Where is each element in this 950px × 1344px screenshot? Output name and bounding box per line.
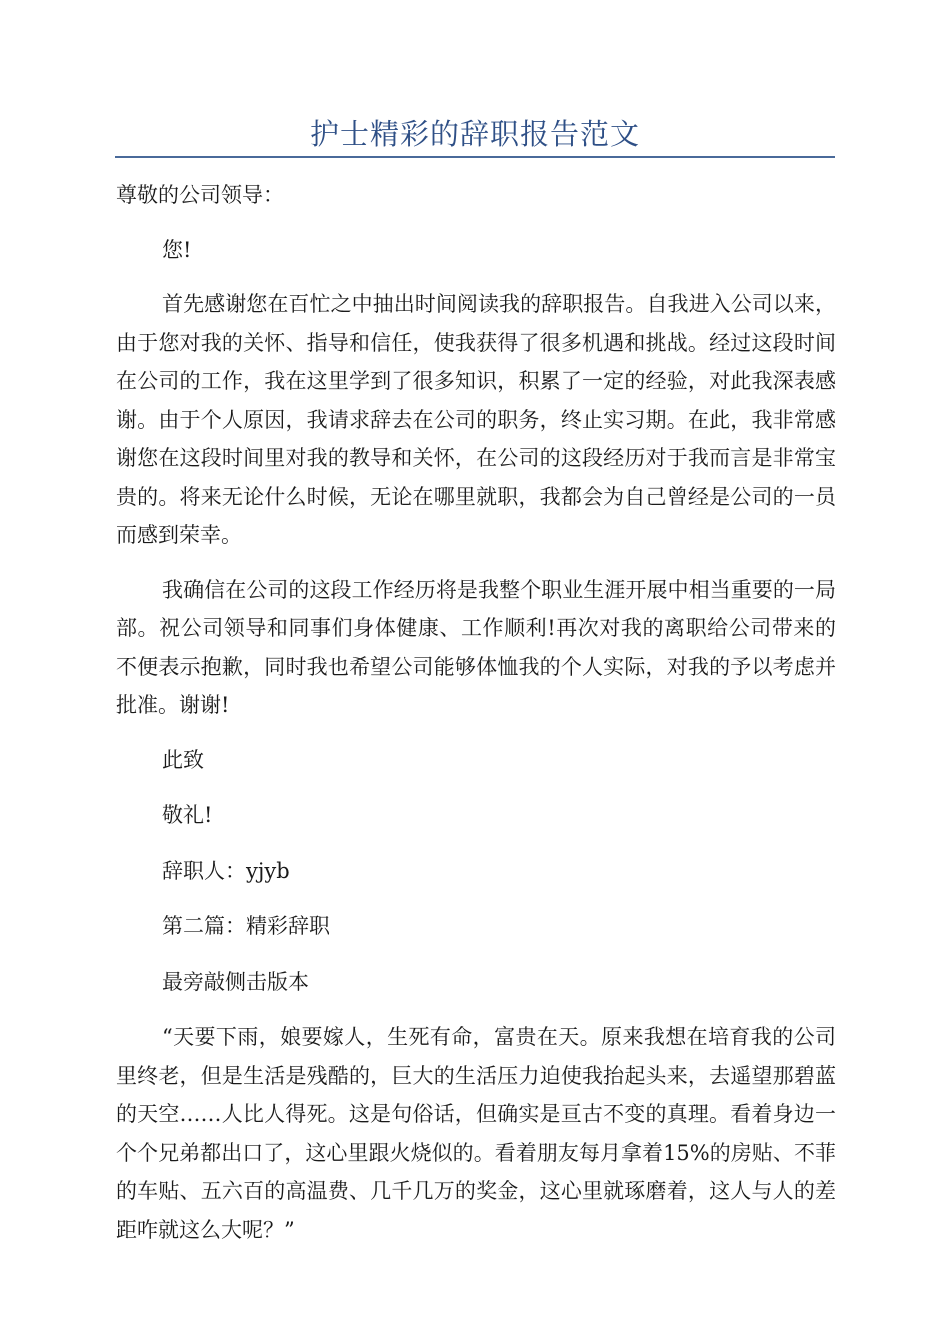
quote-paragraph: “天要下雨，娘要嫁人，生死有命，富贵在天。原来我想在培育我的公司里终老，但是生活是残酷的，巨大的生活压力迫使我抬起头来，去遥望那碧蓝的天空……人比人得死。这是句俗话，但确实是亘古不变的真理。看着身边一个个兄弟都出口了，这心里跟火烧似的。看着朋友每月拿着15%的房贴、不菲的车贴、五六百的高温费、几千几万的奖金，这心里就琢磨着，这人与人的差距咋就这么大呢？” xyxy=(116,1025,836,1242)
signature: 辞职人：yjyb xyxy=(162,858,290,883)
paragraph-2: 我确信在公司的这段工作经历将是我整个职业生涯开展中相当重要的一局部。祝公司领导和同事们身体健康、工作顺利!再次对我的离职给公司带来的不便表示抱歉，同时我也希望公司能够体恤我的个人实际，对我的予以考虑并批准。谢谢! xyxy=(116,577,836,717)
document-body xyxy=(116,176,836,1265)
paragraph-1: 首先感谢您在百忙之中抽出时间阅读我的辞职报告。自我进入公司以来，由于您对我的关怀、指导和信任，使我获得了很多机遇和挑战。经过这段时间在公司的工作，我在这里学到了很多知识，积累了一定的经验，对此我深表感谢。由于个人原因，我请求辞去在公司的职务，终止实习期。在此，我非常感谢您在这段时间里对我的教导和关怀，在公司的这段经历对于我而言是非常宝贵的。将来无论什么时候，无论在哪里就职，我都会为自己曾经是公司的一员而感到荣幸。 xyxy=(116,292,836,547)
greeting: 您! xyxy=(162,237,192,262)
salutation: 尊敬的公司领导： xyxy=(116,183,284,207)
closing-line-1: 此致 xyxy=(162,747,204,772)
subheading: 最旁敲侧击版本 xyxy=(162,969,309,994)
title-block xyxy=(115,106,835,158)
document-title: 护士精彩的辞职报告范文 xyxy=(309,117,640,151)
closing-line-2: 敬礼! xyxy=(162,803,213,827)
section-heading: 第二篇：精彩辞职 xyxy=(162,914,330,938)
